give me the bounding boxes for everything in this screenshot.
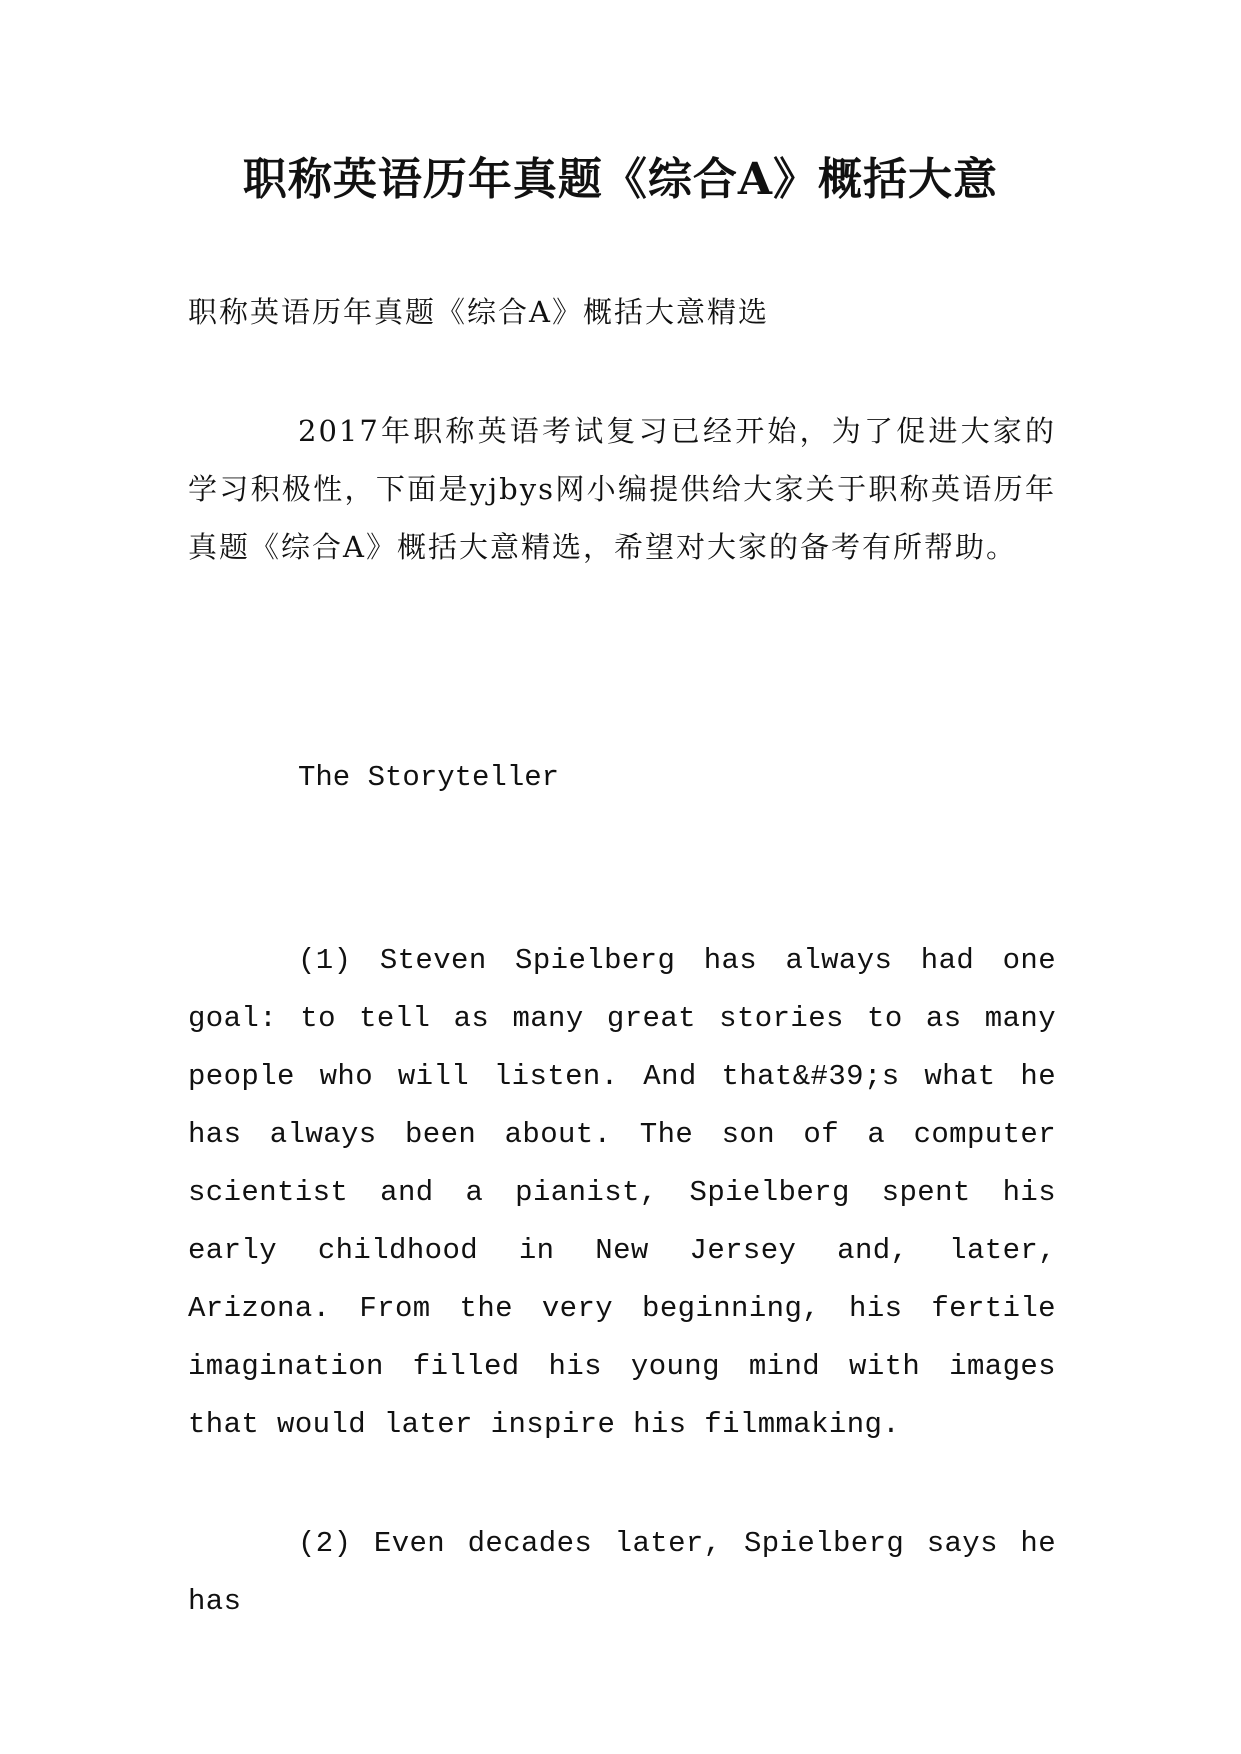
body-paragraph-1: (1) Steven Spielberg has always had one goal: to tell as many great stories to as many people who will listen. And that&#39;s what he has always been about. The son of a computer scientist and a pianist, Spielberg spent his early childhood in New Jersey and, later, Arizona. From the very beginning, his fertile imagination filled his young mind with images that would later inspire his filmmaking. (188, 944, 1056, 1441)
section-heading: The Storyteller (298, 761, 560, 794)
document-title: 职称英语历年真题《综合A》概括大意 (242, 154, 999, 205)
document-subtitle: 职称英语历年真题《综合A》概括大意精选 (188, 295, 769, 329)
intro-paragraph: 2017年职称英语考试复习已经开始，为了促进大家的学习积极性，下面是yjbys网小编提供给大家关于职称英语历年真题《综合A》概括大意精选，希望对大家的备考有所帮助。 (188, 414, 1056, 564)
body-paragraph-2: (2) Even decades later, Spielberg says he has (188, 1527, 1056, 1618)
